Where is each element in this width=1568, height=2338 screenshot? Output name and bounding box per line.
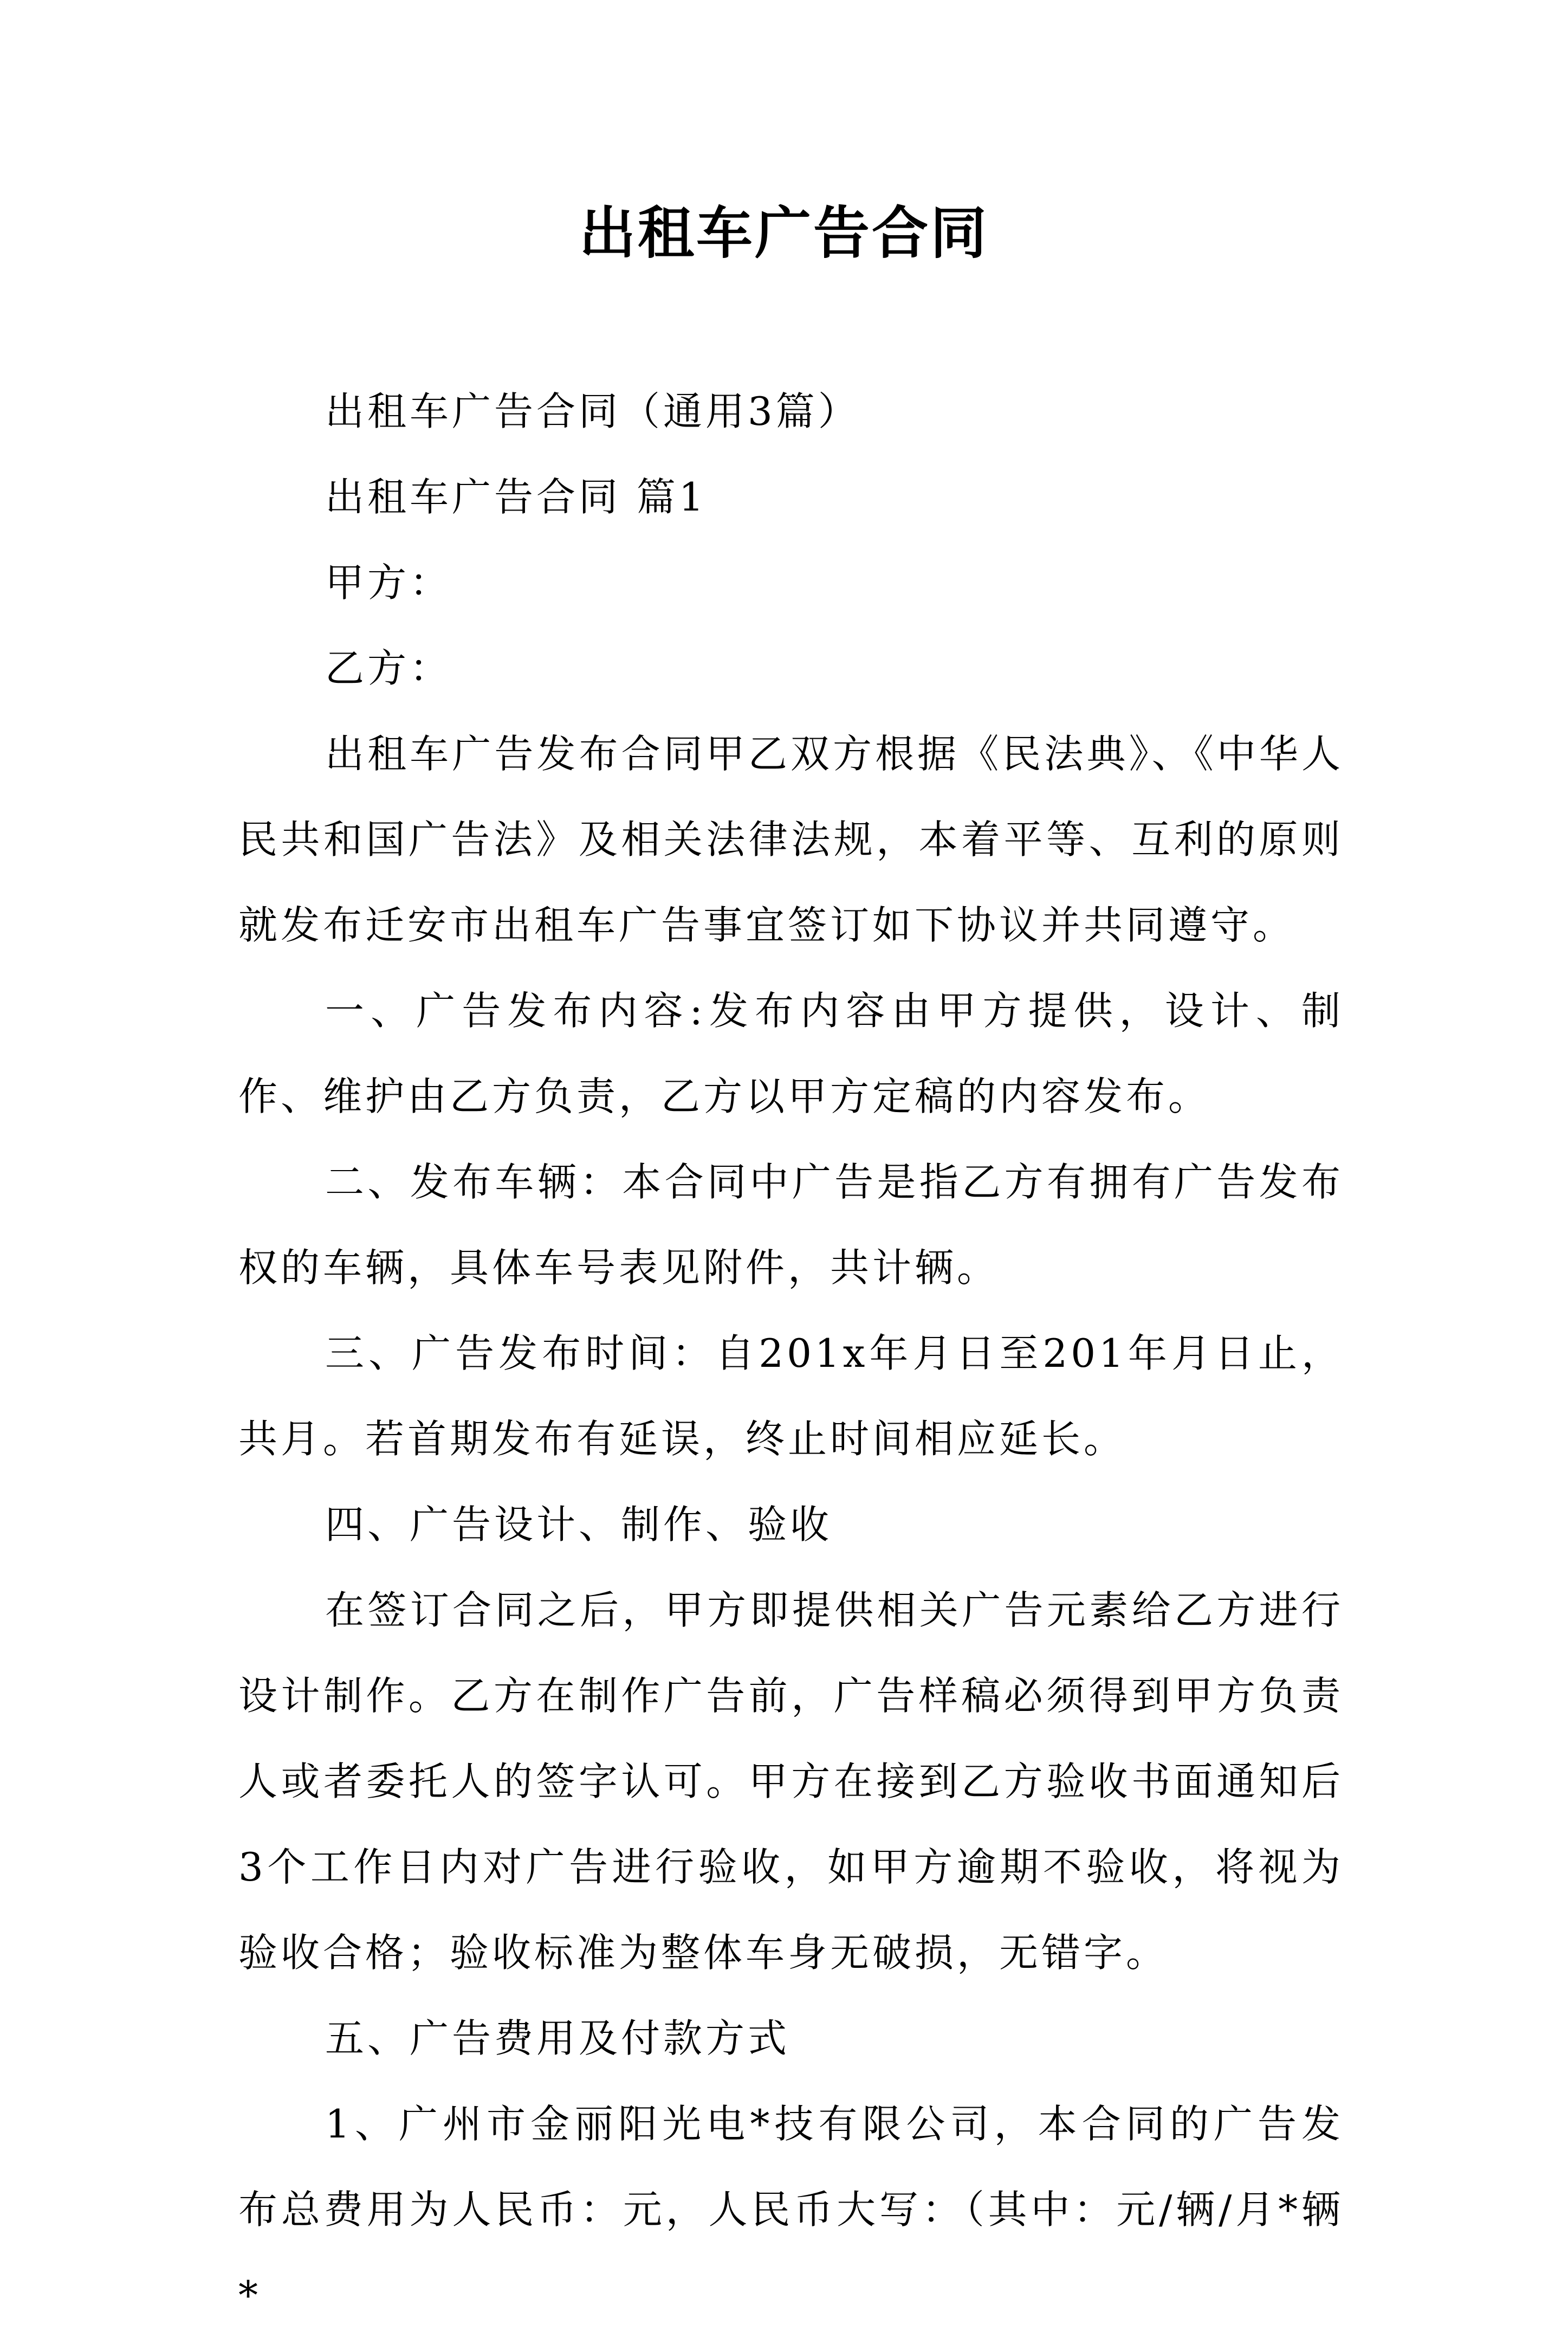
paragraph-preamble: 出租车广告发布合同甲乙双方根据《民法典》、《中华人民共和国广告法》及相关法律法规，本着平等、互利的原则就发布迁安市出租车广告事宜签订如下协议并共同遵守。 (238, 731, 1344, 948)
paragraph-clause-1: 一、广告发布内容:发布内容由甲方提供，设计、制作、维护由乙方负责，乙方以甲方定稿的内容发布。 (238, 988, 1344, 1119)
paragraph-subtitle: 出租车广告合同（通用3篇） (325, 389, 860, 434)
paragraph-clause-4-heading: 四、广告设计、制作、验收 (325, 1502, 833, 1547)
paragraph-section-heading: 出租车广告合同 篇1 (325, 474, 707, 520)
paragraph-party-b: 乙方： (325, 645, 452, 691)
document-body (238, 369, 1344, 2338)
paragraph-party-a: 甲方： (325, 560, 452, 605)
paragraph-clause-2: 二、发布车辆：本合同中广告是指乙方有拥有广告发布权的车辆，具体车号表见附件，共计辆。 (238, 1159, 1344, 1290)
document-title: 出租车广告合同 (579, 199, 989, 266)
paragraph-clause-4-body: 在签订合同之后，甲方即提供相关广告元素给乙方进行设计制作。乙方在制作广告前，广告样稿必须得到甲方负责人或者委托人的签字认可。甲方在接到乙方验收书面通知后3个工作日内对广告进行验收，如甲方逾期不验收，将视为验收合格；验收标准为整体车身无破损，无错字。 (238, 1587, 1344, 1975)
paragraph-clause-5-item-1: 1、广州市金丽阳光电*技有限公司，本合同的广告发布总费用为人民币：元，人民币大写：（其中：元/辆/月*辆* (238, 2101, 1344, 2318)
paragraph-clause-3: 三、广告发布时间：自201x年月日至201年月日止，共月。若首期发布有延误，终止时间相应延长。 (238, 1331, 1344, 1462)
paragraph-clause-5-heading: 五、广告费用及付款方式 (325, 2016, 791, 2061)
